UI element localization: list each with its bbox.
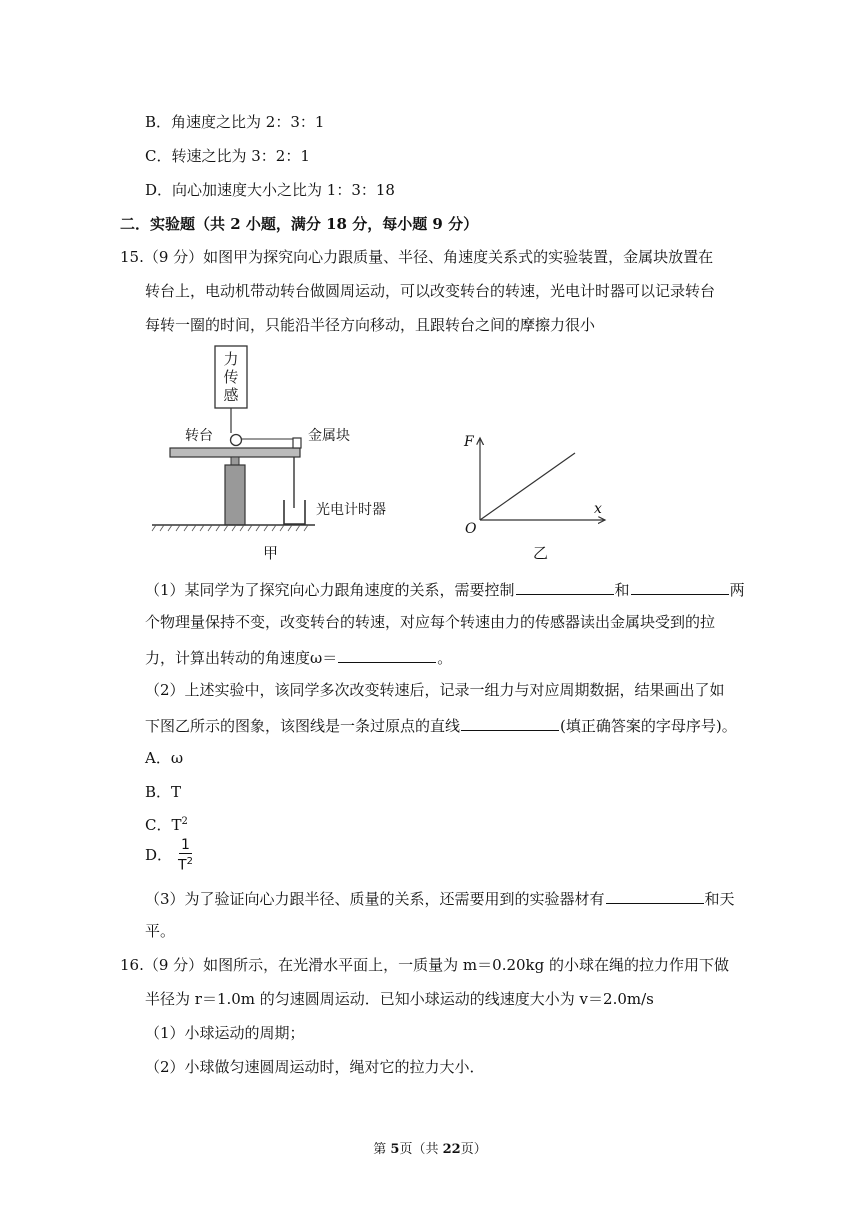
option-b: B．角速度之比为 2：3：1 (145, 113, 325, 131)
answer-blank-3[interactable] (461, 714, 559, 731)
figure-yi-caption: 乙 (533, 544, 549, 562)
footer-post: 页） (460, 1142, 487, 1157)
q16-stem-line1: 16.（9 分）如图所示，在光滑水平面上，一质量为 m＝0.20kg 的小球在绳的拉力作用下做 (120, 956, 730, 974)
answer-blank-omega[interactable] (338, 646, 436, 663)
q16-sub2: （2）小球做匀速圆周运动时，绳对它的拉力大小． (145, 1058, 485, 1076)
q15-part3-text-b: 和天 (704, 890, 735, 908)
fx-graph (455, 430, 625, 545)
answer-blank-2[interactable] (631, 578, 729, 595)
force-sensor-char-1: 力 (223, 350, 239, 368)
q15-part1-text-c: 两 (729, 581, 745, 599)
page-footer (0, 1138, 860, 1157)
proportional-line (480, 453, 575, 520)
q15-option-c-sup: 2 (181, 816, 188, 827)
q15-part2-line1: （2）上述实验中，该同学多次改变转速后，记录一组力与对应周期数据，结果画出了如 (145, 681, 725, 699)
q15-part1-line3-text: 力，计算出转动的角速度ω＝ (145, 649, 338, 667)
q15-stem-line3: 每转一圈的时间，只能沿半径方向移动，且跟转台之间的摩擦力很小 (145, 316, 596, 334)
apparatus-figure (150, 340, 420, 572)
footer-pre: 第 (373, 1142, 391, 1157)
metal-block (293, 438, 301, 448)
force-sensor-char-3: 感 (223, 386, 239, 404)
q15-part2-text-b: (填正确答案的字母序号)。 (560, 717, 737, 735)
q15-option-a: A．ω (145, 749, 184, 767)
q15-part1-line1 (145, 578, 745, 600)
answer-blank-1[interactable] (516, 578, 614, 595)
ground-hatch (152, 525, 308, 531)
turntable-label: 转台 (185, 428, 213, 444)
figure-jia-caption: 甲 (263, 544, 279, 562)
q15-part1-line3 (145, 646, 452, 668)
q15-option-d-text: D． (145, 846, 173, 864)
photo-timer-label: 光电计时器 (316, 502, 386, 518)
x-axis-label: x (594, 501, 602, 517)
fraction-denominator-sup: 2 (186, 856, 193, 868)
option-d: D．向心加速度大小之比为 1：3：18 (145, 181, 395, 199)
option-c: C．转速之比为 3：2：1 (145, 147, 310, 165)
y-axis-label: F (464, 434, 474, 450)
turntable-plate (170, 448, 300, 457)
footer-total-pages: 22 (442, 1142, 461, 1157)
q15-part2-text-a: 下图乙所示的图象，该图线是一条过原点的直线 (145, 717, 461, 735)
q15-part3-line1 (145, 887, 735, 909)
q15-part3-line2: 平。 (145, 922, 176, 940)
fraction-one-over-t-squared (176, 838, 195, 874)
q15-option-b: B．T (145, 783, 182, 801)
q15-part1-line2: 个物理量保持不变，改变转台的转速，对应每个转速由力的传感器读出金属块受到的拉 (145, 613, 716, 631)
q15-part1-text-a: （1）某同学为了探究向心力跟角速度的关系，需要控制 (145, 581, 515, 599)
pulley (231, 435, 242, 446)
answer-blank-4[interactable] (606, 887, 704, 904)
hub (231, 457, 239, 465)
q15-part1-text-b: 和 (614, 581, 630, 599)
metal-block-label: 金属块 (308, 428, 350, 444)
footer-page-number: 5 (390, 1142, 400, 1157)
origin-label: O (465, 521, 477, 537)
q15-stem-line2: 转台上，电动机带动转台做圆周运动，可以改变转台的转速，光电计时器可以记录转台 (145, 282, 716, 300)
fraction-numerator: 1 (181, 837, 190, 854)
section-heading: 二．实验题（共 2 小题，满分 18 分，每小题 9 分） (120, 215, 479, 233)
footer-mid: 页（共 (399, 1142, 443, 1157)
q15-part1-line3-end: 。 (437, 649, 453, 667)
force-sensor-char-2: 传 (223, 368, 239, 386)
q16-stem-line2: 半径为 r＝1.0m 的匀速圆周运动．已知小球运动的线速度大小为 v＝2.0m/s (145, 990, 654, 1008)
q16-sub1: （1）小球运动的周期； (145, 1024, 305, 1042)
q15-stem-line1: 15.（9 分）如图甲为探究向心力跟质量、半径、角速度关系式的实验装置，金属块放置在 (120, 248, 714, 266)
q15-option-d (145, 838, 195, 874)
q15-part3-text-a: （3）为了验证向心力跟半径、质量的关系，还需要用到的实验器材有 (145, 890, 605, 908)
fraction-denominator (176, 854, 195, 874)
q15-part2-line2 (145, 714, 737, 736)
q15-option-c (145, 812, 188, 835)
fraction-denominator-base: T (178, 857, 187, 874)
motor-column (225, 465, 245, 525)
q15-option-c-text: C．T (145, 816, 182, 834)
